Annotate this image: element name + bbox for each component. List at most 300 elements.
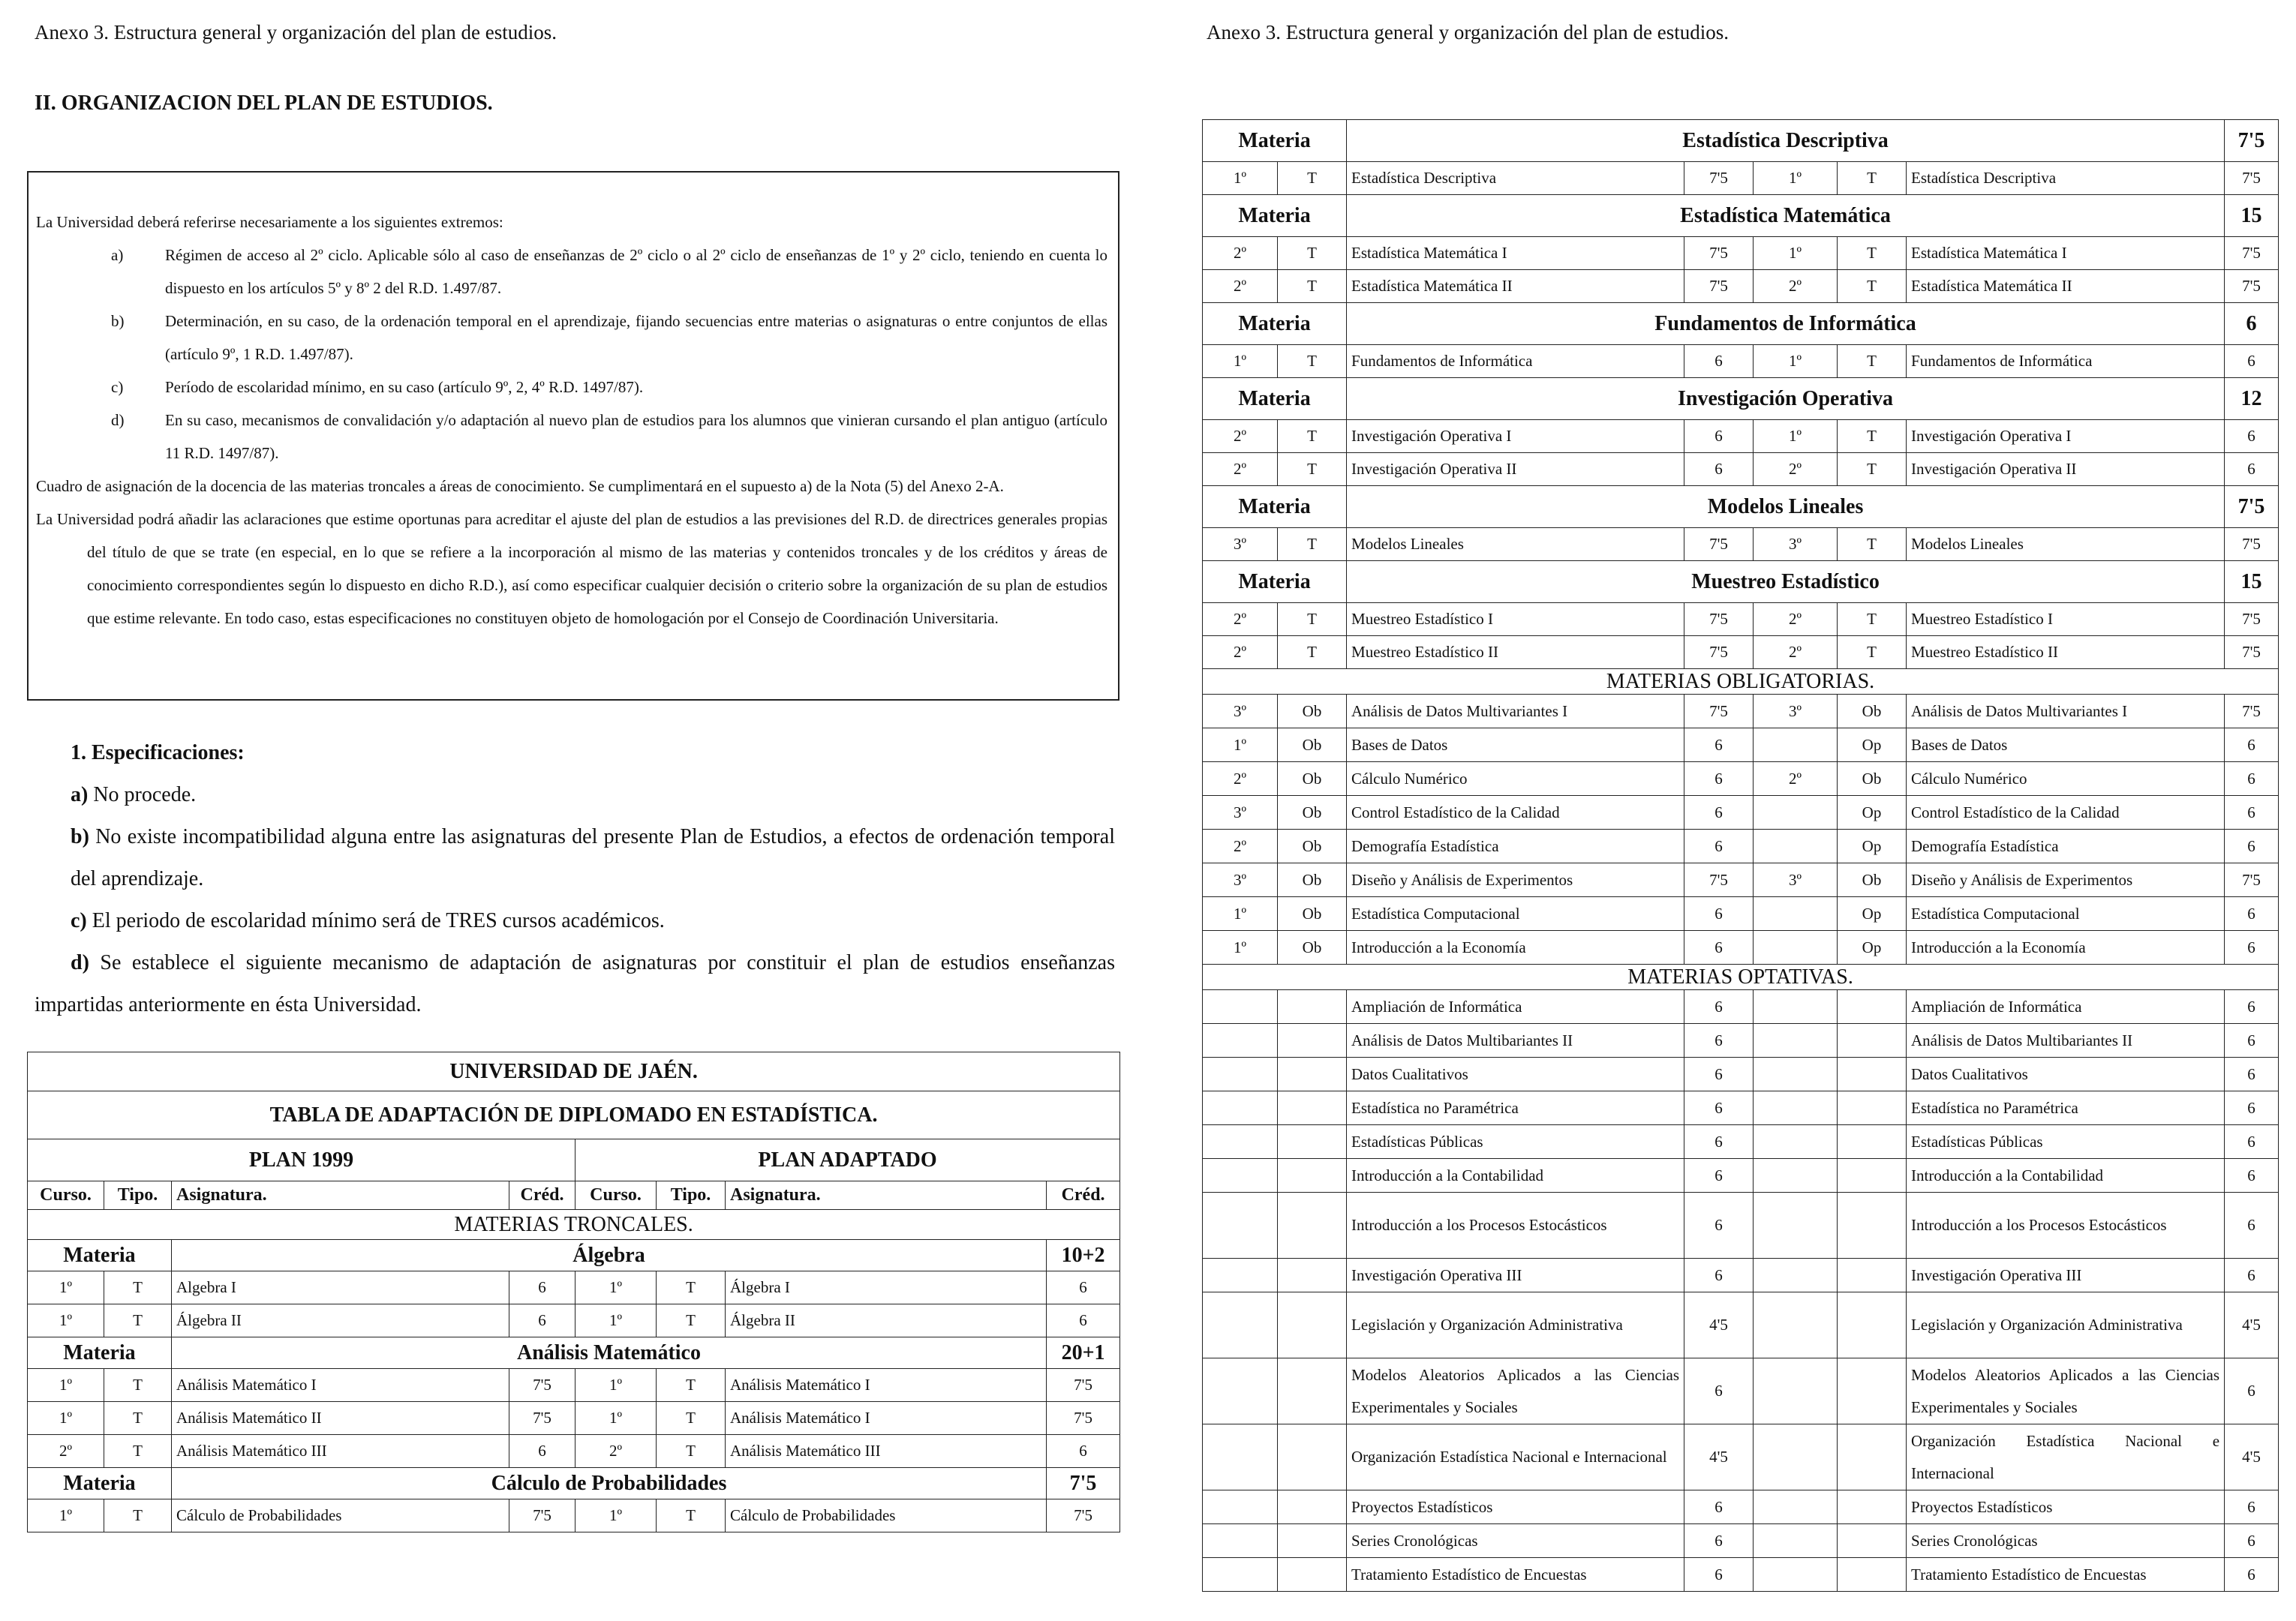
old-subject-cell: Estadística Computacional	[1347, 897, 1684, 931]
new-credits-cell: 6	[2225, 931, 2279, 965]
materia-row	[1203, 561, 2279, 603]
table-row	[1203, 1558, 2279, 1592]
old-type-cell: T	[1278, 345, 1347, 378]
new-subject-cell: Álgebra II	[726, 1304, 1047, 1337]
new-type-cell: T	[1838, 603, 1907, 636]
old-course-cell	[1203, 1058, 1278, 1091]
new-subject-cell: Cálculo de Probabilidades	[726, 1499, 1047, 1532]
table-row	[28, 1369, 1120, 1402]
new-type-cell: T	[657, 1271, 726, 1304]
old-credits-cell: 6	[1684, 1091, 1754, 1125]
annex-header: Anexo 3. Estructura general y organización del plan de estudios.	[1207, 21, 1730, 44]
table-row	[28, 1271, 1120, 1304]
old-type-cell: T	[1278, 453, 1347, 486]
materia-label: Materia	[1203, 378, 1347, 420]
old-type-cell: Ob	[1278, 897, 1347, 931]
materia-label: Materia	[1203, 195, 1347, 237]
old-credits-cell: 6	[1684, 1058, 1754, 1091]
materia-row	[28, 1468, 1120, 1499]
old-credits-cell: 7'5	[1684, 528, 1754, 561]
new-credits-cell: 7'5	[1047, 1499, 1120, 1532]
new-type-cell	[1838, 1292, 1907, 1358]
new-course-cell	[1754, 728, 1838, 762]
new-type-cell: T	[657, 1435, 726, 1468]
materia-credits: 10+2	[1047, 1240, 1120, 1271]
new-type-cell: T	[657, 1369, 726, 1402]
column-header: Tipo.	[657, 1181, 726, 1210]
item-key: c)	[111, 378, 124, 396]
annex-header: Anexo 3. Estructura general y organización del plan de estudios.	[35, 21, 557, 44]
new-subject-cell: Introducción a los Procesos Estocásticos	[1907, 1193, 2225, 1259]
item-text: Determinación, en su caso, de la ordenación temporal en el aprendizaje, fijando secuencias entre materias o asignaturas o entre conjuntos de ellas (artículo 9º, 1 R.D. 1.497/87).	[165, 312, 1107, 363]
old-credits-cell: 4'5	[1684, 1424, 1754, 1490]
old-type-cell	[1278, 1558, 1347, 1592]
old-course-cell	[1203, 1558, 1278, 1592]
old-course-cell	[1203, 1159, 1278, 1193]
old-subject-cell: Análisis de Datos Multibariantes II	[1347, 1024, 1684, 1058]
new-type-cell	[1838, 1159, 1907, 1193]
table-row	[1203, 1091, 2279, 1125]
new-credits-cell: 6	[1047, 1271, 1120, 1304]
new-course-cell: 3º	[1754, 528, 1838, 561]
new-course-cell: 1º	[576, 1304, 657, 1337]
old-type-cell: Ob	[1278, 762, 1347, 796]
new-course-cell: 2º	[1754, 453, 1838, 486]
title-row	[28, 1052, 1120, 1091]
new-credits-cell: 6	[2225, 830, 2279, 863]
new-subject-cell: Estadística no Paramétrica	[1907, 1091, 2225, 1125]
new-subject-cell: Diseño y Análisis de Experimentos	[1907, 863, 2225, 897]
old-course-cell: 1º	[1203, 728, 1278, 762]
table-row	[1203, 990, 2279, 1024]
new-type-cell	[1838, 1358, 1907, 1424]
old-credits-cell: 6	[1684, 1259, 1754, 1292]
new-subject-cell: Datos Cualitativos	[1907, 1058, 2225, 1091]
instructions-item	[36, 305, 1107, 371]
new-subject-cell: Bases de Datos	[1907, 728, 2225, 762]
new-course-cell: 3º	[1754, 863, 1838, 897]
spec-d-text: Se establece el siguiente mecanismo de adaptación de asignaturas por constituir el plan de estudios enseñanzas impartidas anteriormente en ésta Universidad.	[35, 951, 1115, 1016]
old-credits-cell: 7'5	[509, 1402, 576, 1435]
new-course-cell: 2º	[1754, 762, 1838, 796]
materia-row	[1203, 378, 2279, 420]
old-type-cell: T	[1278, 237, 1347, 270]
old-credits-cell: 6	[1684, 345, 1754, 378]
section-header: MATERIAS OBLIGATORIAS.	[1203, 669, 2279, 695]
new-subject-cell: Ampliación de Informática	[1907, 990, 2225, 1024]
item-text: En su caso, mecanismos de convalidación y/o adaptación al nuevo plan de estudios para los alumnos que vinieran cursando el plan antiguo (artículo 11 R.D. 1497/87).	[165, 411, 1107, 462]
materia-name: Muestreo Estadístico	[1347, 561, 2225, 603]
new-type-cell: Op	[1838, 830, 1907, 863]
spec-b	[35, 816, 1115, 900]
old-subject-cell: Análisis Matemático II	[172, 1402, 509, 1435]
old-credits-cell: 6	[1684, 762, 1754, 796]
new-subject-cell: Organización Estadística Nacional e Internacional	[1907, 1424, 2225, 1490]
materia-label: Materia	[28, 1337, 172, 1369]
table-row	[1203, 636, 2279, 669]
old-type-cell	[1278, 1193, 1347, 1259]
section-title: II. ORGANIZACION DEL PLAN DE ESTUDIOS.	[35, 92, 493, 115]
new-credits-cell: 6	[1047, 1435, 1120, 1468]
table-row	[28, 1499, 1120, 1532]
new-credits-cell: 6	[2225, 1058, 2279, 1091]
materia-label: Materia	[1203, 120, 1347, 162]
new-course-cell	[1754, 830, 1838, 863]
table-row	[1203, 796, 2279, 830]
old-course-cell: 2º	[1203, 830, 1278, 863]
table-row	[1203, 931, 2279, 965]
materia-name: Estadística Descriptiva	[1347, 120, 2225, 162]
old-credits-cell: 6	[1684, 990, 1754, 1024]
new-type-cell: Ob	[1838, 695, 1907, 728]
old-credits-cell: 7'5	[1684, 270, 1754, 303]
new-course-cell	[1754, 1424, 1838, 1490]
new-credits-cell: 6	[2225, 453, 2279, 486]
table-row	[1203, 1292, 2279, 1358]
spec-heading: 1. Especificaciones:	[71, 741, 245, 764]
new-credits-cell: 6	[2225, 990, 2279, 1024]
new-course-cell	[1754, 1292, 1838, 1358]
new-course-cell	[1754, 1193, 1838, 1259]
new-credits-cell: 6	[2225, 1524, 2279, 1558]
old-subject-cell: Introducción a los Procesos Estocásticos	[1347, 1193, 1684, 1259]
old-course-cell	[1203, 1125, 1278, 1159]
old-subject-cell: Modelos Aleatorios Aplicados a las Ciencias Experimentales y Sociales	[1347, 1358, 1684, 1424]
new-type-cell	[1838, 1024, 1907, 1058]
table-row	[1203, 162, 2279, 195]
new-credits-cell: 6	[2225, 762, 2279, 796]
new-course-cell	[1754, 931, 1838, 965]
new-subject-cell: Muestreo Estadístico II	[1907, 636, 2225, 669]
new-course-cell: 2º	[1754, 270, 1838, 303]
instructions-box	[27, 171, 1119, 701]
subtitle-row	[28, 1091, 1120, 1139]
new-type-cell: T	[657, 1402, 726, 1435]
new-course-cell	[1754, 1159, 1838, 1193]
column-header-row	[28, 1181, 1120, 1210]
old-course-cell: 1º	[1203, 162, 1278, 195]
old-subject-cell: Legislación y Organización Administrativa	[1347, 1292, 1684, 1358]
section-row	[1203, 669, 2279, 695]
new-subject-cell: Análisis de Datos Multivariantes I	[1907, 695, 2225, 728]
table-row	[1203, 603, 2279, 636]
new-course-cell: 1º	[576, 1499, 657, 1532]
new-subject-cell: Muestreo Estadístico I	[1907, 603, 2225, 636]
adaptation-table-continued	[1202, 119, 2279, 1592]
old-subject-cell: Análisis de Datos Multivariantes I	[1347, 695, 1684, 728]
new-course-cell	[1754, 1358, 1838, 1424]
new-subject-cell: Control Estadístico de la Calidad	[1907, 796, 2225, 830]
table-row	[28, 1435, 1120, 1468]
old-type-cell: T	[1278, 636, 1347, 669]
old-course-cell: 2º	[1203, 420, 1278, 453]
new-course-cell	[1754, 1524, 1838, 1558]
old-subject-cell: Modelos Lineales	[1347, 528, 1684, 561]
new-credits-cell: 6	[2225, 1024, 2279, 1058]
new-credits-cell: 6	[2225, 1125, 2279, 1159]
old-credits-cell: 6	[1684, 897, 1754, 931]
column-header: Asignatura.	[172, 1181, 509, 1210]
table-row	[1203, 270, 2279, 303]
table-row	[28, 1402, 1120, 1435]
old-type-cell	[1278, 1024, 1347, 1058]
old-type-cell: T	[104, 1435, 172, 1468]
table-row	[1203, 1024, 2279, 1058]
materia-label: Materia	[1203, 486, 1347, 528]
old-credits-cell: 6	[509, 1271, 576, 1304]
spec-c-text: El periodo de escolaridad mínimo será de TRES cursos académicos.	[86, 909, 665, 932]
old-type-cell	[1278, 1259, 1347, 1292]
old-subject-cell: Estadísticas Públicas	[1347, 1125, 1684, 1159]
old-type-cell: T	[1278, 603, 1347, 636]
new-credits-cell: 4'5	[2225, 1424, 2279, 1490]
old-type-cell	[1278, 1490, 1347, 1524]
instructions-item	[36, 239, 1107, 305]
table-row	[1203, 728, 2279, 762]
old-credits-cell: 6	[1684, 1125, 1754, 1159]
plan-adapted-header: PLAN ADAPTADO	[576, 1139, 1120, 1181]
new-subject-cell: Álgebra I	[726, 1271, 1047, 1304]
old-credits-cell: 6	[1684, 1558, 1754, 1592]
new-credits-cell: 6	[2225, 1259, 2279, 1292]
old-type-cell	[1278, 1058, 1347, 1091]
old-subject-cell: Investigación Operativa III	[1347, 1259, 1684, 1292]
spec-a	[35, 774, 1115, 816]
old-course-cell	[1203, 1091, 1278, 1125]
table-row	[1203, 528, 2279, 561]
materia-row	[28, 1240, 1120, 1271]
instructions-intro: La Universidad deberá referirse necesariamente a los siguientes extremos:	[36, 213, 503, 231]
old-course-cell: 3º	[1203, 528, 1278, 561]
old-credits-cell: 6	[1684, 453, 1754, 486]
old-course-cell: 1º	[28, 1271, 104, 1304]
new-subject-cell: Investigación Operativa III	[1907, 1259, 2225, 1292]
new-credits-cell: 6	[2225, 728, 2279, 762]
old-credits-cell: 6	[509, 1304, 576, 1337]
old-credits-cell: 6	[1684, 796, 1754, 830]
old-credits-cell: 7'5	[1684, 237, 1754, 270]
old-type-cell	[1278, 1091, 1347, 1125]
old-course-cell	[1203, 1193, 1278, 1259]
old-course-cell: 2º	[1203, 762, 1278, 796]
old-type-cell	[1278, 1292, 1347, 1358]
adaptation-table	[27, 1052, 1120, 1532]
table-row	[1203, 863, 2279, 897]
new-subject-cell: Estadística Computacional	[1907, 897, 2225, 931]
old-credits-cell: 6	[1684, 1524, 1754, 1558]
new-type-cell: T	[1838, 453, 1907, 486]
old-course-cell	[1203, 1490, 1278, 1524]
new-course-cell	[1754, 990, 1838, 1024]
old-type-cell: T	[1278, 162, 1347, 195]
new-course-cell	[1754, 897, 1838, 931]
old-course-cell: 1º	[28, 1402, 104, 1435]
old-type-cell: Ob	[1278, 796, 1347, 830]
old-credits-cell: 6	[1684, 1193, 1754, 1259]
materia-name: Fundamentos de Informática	[1347, 303, 2225, 345]
new-credits-cell: 6	[2225, 897, 2279, 931]
new-type-cell: T	[657, 1304, 726, 1337]
column-header: Curso.	[576, 1181, 657, 1210]
old-subject-cell: Estadística no Paramétrica	[1347, 1091, 1684, 1125]
materia-name: Investigación Operativa	[1347, 378, 2225, 420]
new-credits-cell: 7'5	[2225, 528, 2279, 561]
spec-c-key: c)	[71, 909, 87, 932]
new-credits-cell: 7'5	[1047, 1369, 1120, 1402]
item-key: d)	[111, 411, 125, 429]
table-row	[1203, 830, 2279, 863]
spec-d	[35, 942, 1115, 1026]
table-row	[1203, 762, 2279, 796]
instructions-item	[36, 371, 1107, 404]
old-credits-cell: 7'5	[1684, 863, 1754, 897]
old-course-cell: 2º	[1203, 603, 1278, 636]
new-credits-cell: 7'5	[2225, 695, 2279, 728]
spec-d-key: d)	[71, 951, 89, 974]
table-subtitle: TABLA DE ADAPTACIÓN DE DIPLOMADO EN ESTADÍSTICA.	[28, 1091, 1120, 1139]
section-header: MATERIAS OPTATIVAS.	[1203, 965, 2279, 990]
new-credits-cell: 7'5	[2225, 863, 2279, 897]
new-type-cell: Op	[1838, 728, 1907, 762]
old-course-cell: 2º	[1203, 270, 1278, 303]
new-subject-cell: Análisis Matemático I	[726, 1369, 1047, 1402]
old-subject-cell: Introducción a la Contabilidad	[1347, 1159, 1684, 1193]
old-course-cell: 1º	[1203, 345, 1278, 378]
new-type-cell: Op	[1838, 796, 1907, 830]
new-type-cell	[1838, 1424, 1907, 1490]
old-course-cell	[1203, 1424, 1278, 1490]
old-subject-cell: Demografía Estadística	[1347, 830, 1684, 863]
new-course-cell	[1754, 1259, 1838, 1292]
spec-b-text: No existe incompatibilidad alguna entre las asignaturas del presente Plan de Estudios, a efectos de ordenación temporal del aprendizaje.	[71, 825, 1115, 890]
new-type-cell: Op	[1838, 931, 1907, 965]
old-course-cell: 2º	[28, 1435, 104, 1468]
materia-name: Álgebra	[172, 1240, 1047, 1271]
materia-label: Materia	[1203, 303, 1347, 345]
new-credits-cell: 6	[2225, 796, 2279, 830]
materia-row	[1203, 486, 2279, 528]
materia-label: Materia	[28, 1240, 172, 1271]
table-row	[1203, 1490, 2279, 1524]
old-subject-cell: Investigación Operativa II	[1347, 453, 1684, 486]
materia-credits: 7'5	[2225, 120, 2279, 162]
old-subject-cell: Introducción a la Economía	[1347, 931, 1684, 965]
table-row	[1203, 695, 2279, 728]
new-type-cell: T	[1838, 528, 1907, 561]
materia-label: Materia	[28, 1468, 172, 1499]
new-type-cell	[1838, 1259, 1907, 1292]
instructions-paragraph: Cuadro de asignación de la docencia de las materias troncales a áreas de conocimiento. Se cumplimentará en el supuesto a) de la Nota (5) del Anexo 2-A.	[36, 477, 1004, 495]
new-type-cell: T	[1838, 237, 1907, 270]
new-type-cell: T	[1838, 270, 1907, 303]
old-subject-cell: Estadística Descriptiva	[1347, 162, 1684, 195]
new-course-cell: 2º	[576, 1435, 657, 1468]
old-course-cell: 1º	[28, 1304, 104, 1337]
new-type-cell	[1838, 1091, 1907, 1125]
old-type-cell: Ob	[1278, 728, 1347, 762]
new-credits-cell: 6	[2225, 345, 2279, 378]
column-header: Créd.	[1047, 1181, 1120, 1210]
section-row	[28, 1210, 1120, 1240]
old-subject-cell: Investigación Operativa I	[1347, 420, 1684, 453]
new-credits-cell: 7'5	[2225, 237, 2279, 270]
materia-credits: 20+1	[1047, 1337, 1120, 1369]
table-row	[1203, 1358, 2279, 1424]
old-type-cell: Ob	[1278, 695, 1347, 728]
old-subject-cell: Diseño y Análisis de Experimentos	[1347, 863, 1684, 897]
column-header: Tipo.	[104, 1181, 172, 1210]
old-credits-cell: 7'5	[1684, 162, 1754, 195]
new-subject-cell: Estadística Matemática II	[1907, 270, 2225, 303]
new-subject-cell: Estadística Matemática I	[1907, 237, 2225, 270]
spec-b-key: b)	[71, 825, 89, 848]
new-credits-cell: 6	[1047, 1304, 1120, 1337]
old-course-cell: 3º	[1203, 796, 1278, 830]
old-type-cell	[1278, 1125, 1347, 1159]
old-type-cell	[1278, 1424, 1347, 1490]
old-type-cell	[1278, 1524, 1347, 1558]
table-row	[1203, 897, 2279, 931]
column-header: Asignatura.	[726, 1181, 1047, 1210]
old-course-cell	[1203, 1358, 1278, 1424]
new-credits-cell: 6	[2225, 1159, 2279, 1193]
item-text: Régimen de acceso al 2º ciclo. Aplicable sólo al caso de enseñanzas de 2º ciclo o al 2º ciclo de enseñanzas de 1º y 2º ciclo, teniendo en cuenta lo dispuesto en los artículos 5º y 8º 2 del R.D. 1.497/87.	[165, 246, 1107, 297]
old-course-cell: 2º	[1203, 453, 1278, 486]
materia-credits: 7'5	[1047, 1468, 1120, 1499]
old-subject-cell: Tratamiento Estadístico de Encuestas	[1347, 1558, 1684, 1592]
materia-name: Análisis Matemático	[172, 1337, 1047, 1369]
new-course-cell	[1754, 1490, 1838, 1524]
old-type-cell	[1278, 1358, 1347, 1424]
table-row	[1203, 1058, 2279, 1091]
materia-row	[1203, 120, 2279, 162]
old-type-cell	[1278, 990, 1347, 1024]
old-type-cell: T	[104, 1402, 172, 1435]
item-key: a)	[111, 246, 124, 264]
old-credits-cell: 6	[1684, 728, 1754, 762]
old-type-cell: T	[104, 1369, 172, 1402]
new-credits-cell: 7'5	[2225, 636, 2279, 669]
old-subject-cell: Ampliación de Informática	[1347, 990, 1684, 1024]
new-subject-cell: Estadísticas Públicas	[1907, 1125, 2225, 1159]
new-course-cell: 1º	[576, 1369, 657, 1402]
old-subject-cell: Estadística Matemática I	[1347, 237, 1684, 270]
table-row	[1203, 1193, 2279, 1259]
table-row	[1203, 237, 2279, 270]
new-credits-cell: 4'5	[2225, 1292, 2279, 1358]
spec-c	[35, 900, 1115, 942]
old-type-cell: Ob	[1278, 863, 1347, 897]
old-type-cell: T	[1278, 270, 1347, 303]
new-credits-cell: 7'5	[1047, 1402, 1120, 1435]
new-type-cell: T	[1838, 636, 1907, 669]
new-subject-cell: Fundamentos de Informática	[1907, 345, 2225, 378]
table-title: UNIVERSIDAD DE JAÉN.	[28, 1052, 1120, 1091]
old-course-cell	[1203, 1292, 1278, 1358]
section-header: MATERIAS TRONCALES.	[28, 1210, 1120, 1240]
table-row	[28, 1304, 1120, 1337]
spec-a-key: a)	[71, 783, 89, 806]
item-text: Período de escolaridad mínimo, en su caso (artículo 9º, 2, 4º R.D. 1497/87).	[165, 378, 644, 396]
old-credits-cell: 7'5	[1684, 603, 1754, 636]
new-subject-cell: Modelos Aleatorios Aplicados a las Ciencias Experimentales y Sociales	[1907, 1358, 2225, 1424]
new-subject-cell: Análisis de Datos Multibariantes II	[1907, 1024, 2225, 1058]
old-subject-cell: Proyectos Estadísticos	[1347, 1490, 1684, 1524]
old-subject-cell: Bases de Datos	[1347, 728, 1684, 762]
old-subject-cell: Análisis Matemático I	[172, 1369, 509, 1402]
new-course-cell	[1754, 1058, 1838, 1091]
old-type-cell: T	[104, 1499, 172, 1532]
